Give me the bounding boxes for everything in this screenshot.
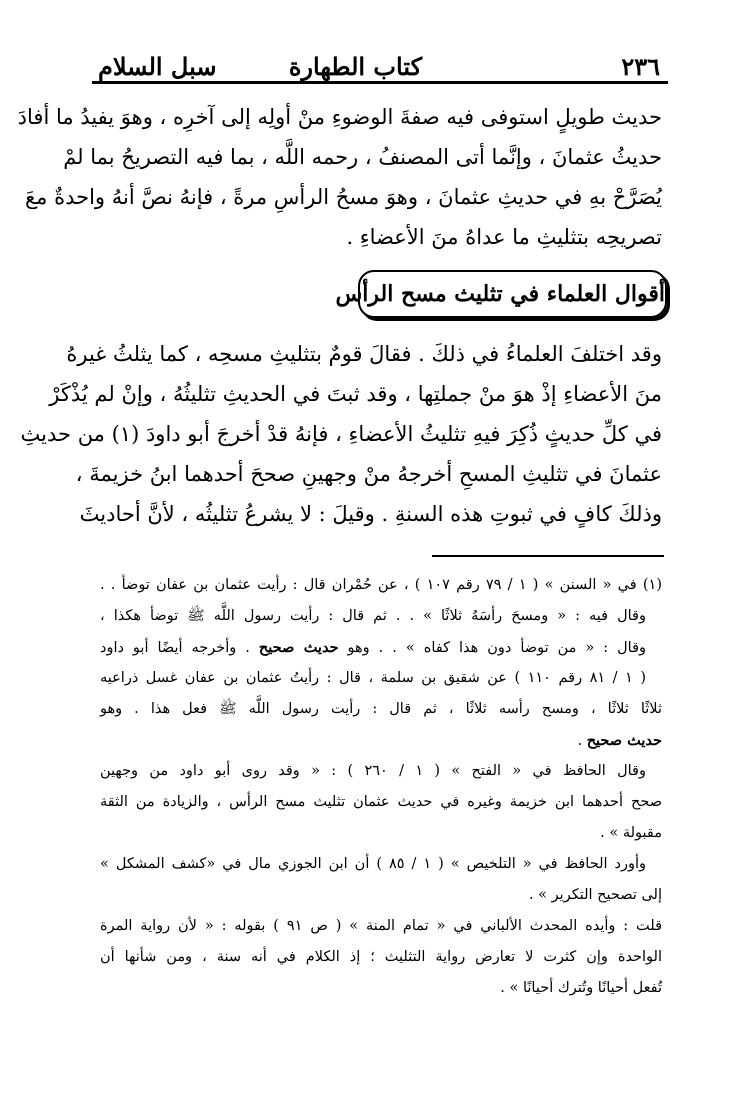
footnote-line: إلى تصحيح التكرير » . (528, 887, 662, 903)
header-rule (92, 81, 668, 84)
running-header (92, 44, 668, 84)
footnote-line: وقال الحافظ في « الفتح » ( ١ / ٢٦٠ ) : « وقد روى أبو داود من وجهين (100, 763, 646, 779)
text-line: وقد اختلفَ العلماءُ في ذلكَ . فقالَ قومٌ بتثليثِ مسحِه ، كما يثلثُ غيرهُ (66, 342, 662, 366)
footnote-line: وأورد الحافظ في « التلخيص » ( ١ / ٨٥ ) أن ابن الجوزي مال في «كشف المشكل » (100, 856, 646, 872)
footnote-line: الواحدة وإن كثرت لا تعارض رواية التثليث ؛ إذ الكلام في أنه سنة ، ومن شأنها أن (100, 949, 662, 965)
text-line: عثمانَ في تثليثِ المسحِ أخرجهُ منْ وجهينِ صححَ أحدهما ابنُ خزيمةَ ، (75, 462, 662, 486)
footnote-separator (432, 555, 664, 557)
footnote-line: ثلاثًا ثلاثًا ، ومسح رأسه ثلاثًا ، ثم قال : رأيت رسول اللَّه ﷺ فعل هذا . وهو (100, 701, 662, 717)
text-line: تصريحِه بتثليثِ ما عداهُ منَ الأعضاءِ . (346, 225, 662, 249)
text-line: وذلكَ كافٍ في ثبوتِ هذه السنةِ . وقيلَ : لا يشرعُ تثليثُه ، لأنَّ أحاديثَ (79, 502, 662, 526)
text-line: منَ الأعضاءِ إذْ هوَ منْ جملتِها ، وقد ثبتَ في الحديثِ تثليثُهُ ، وإنْ لم يُذْكَرْ (49, 382, 662, 406)
text-line: في كلِّ حديثٍ ذُكِرَ فيهِ تثليثُ الأعضاءِ ، فإنهُ قدْ أخرجَ أبو داودَ (١) من حديثِ (20, 422, 662, 446)
footnote-line: (١) في « السنن » ( ١ / ٧٩ رقم ١٠٧ ) ، عن حُمْران قال : رأيت عثمان بن عفان توضأ . . (100, 577, 662, 593)
section-heading: أقوال العلماء في تثليث مسح الرأس (358, 270, 667, 318)
text-line: يُصَرَّحْ بهِ في حديثِ عثمانَ ، وهوَ مسحُ الرأسِ مرةً ، فإنهُ نصَّ أنهُ واحدةٌ معَ (24, 185, 662, 209)
footnotes (100, 570, 662, 1004)
footnote-line: وقال : « من توضأ دون هذا كفاه » . . وهو حديث صحيح . وأخرجه أيضًا أبو داود (100, 639, 647, 656)
footnote-line: مقبولة » . (600, 825, 662, 841)
footnote-line: حديث صحيح . (577, 732, 662, 749)
text-line: حديث طويلٍ استوفى فيه صفةَ الوضوءِ منْ أولِه إلى آخرِه ، وهوَ يفيدُ ما أفادَ (17, 105, 662, 129)
footnote-line: صحح أحدهما ابن خزيمة وغيره في حديث عثمان تثليث مسح الرأس ، والزيادة من الثقة (100, 794, 662, 810)
paragraph-2 (20, 334, 662, 534)
book-title: سبل السلام (98, 52, 217, 81)
page-number: ٢٣٦ (621, 52, 660, 81)
footnote-line: تُفعل أحيانًا وتُترك أحيانًا » . (500, 980, 662, 996)
chapter-title: كتاب الطهارة (288, 52, 422, 81)
footnote-line: قلت : وأيده المحدث الألباني في « تمام المنة » ( ص ٩١ ) بقوله : « لأن رواية المرة (100, 918, 663, 934)
text-line: حديثُ عثمانَ ، وإنَّما أتى المصنفُ ، رحمه اللَّه ، بما فيه التصريحُ بما لمْ (63, 145, 662, 169)
paragraph-1 (17, 97, 662, 257)
footnote-line: ( ١ / ٨١ رقم ١١٠ ) عن شقيق بن سلمة ، قال : رأيتُ عثمان بن عفان غسل ذراعيه (100, 670, 646, 686)
footnote-line: وقال فيه : « ومسحَ رأسَهُ ثلاثًا » . . ثم قال : رأيت رسول اللَّه ﷺ توضأ هكذا ، (100, 608, 646, 624)
